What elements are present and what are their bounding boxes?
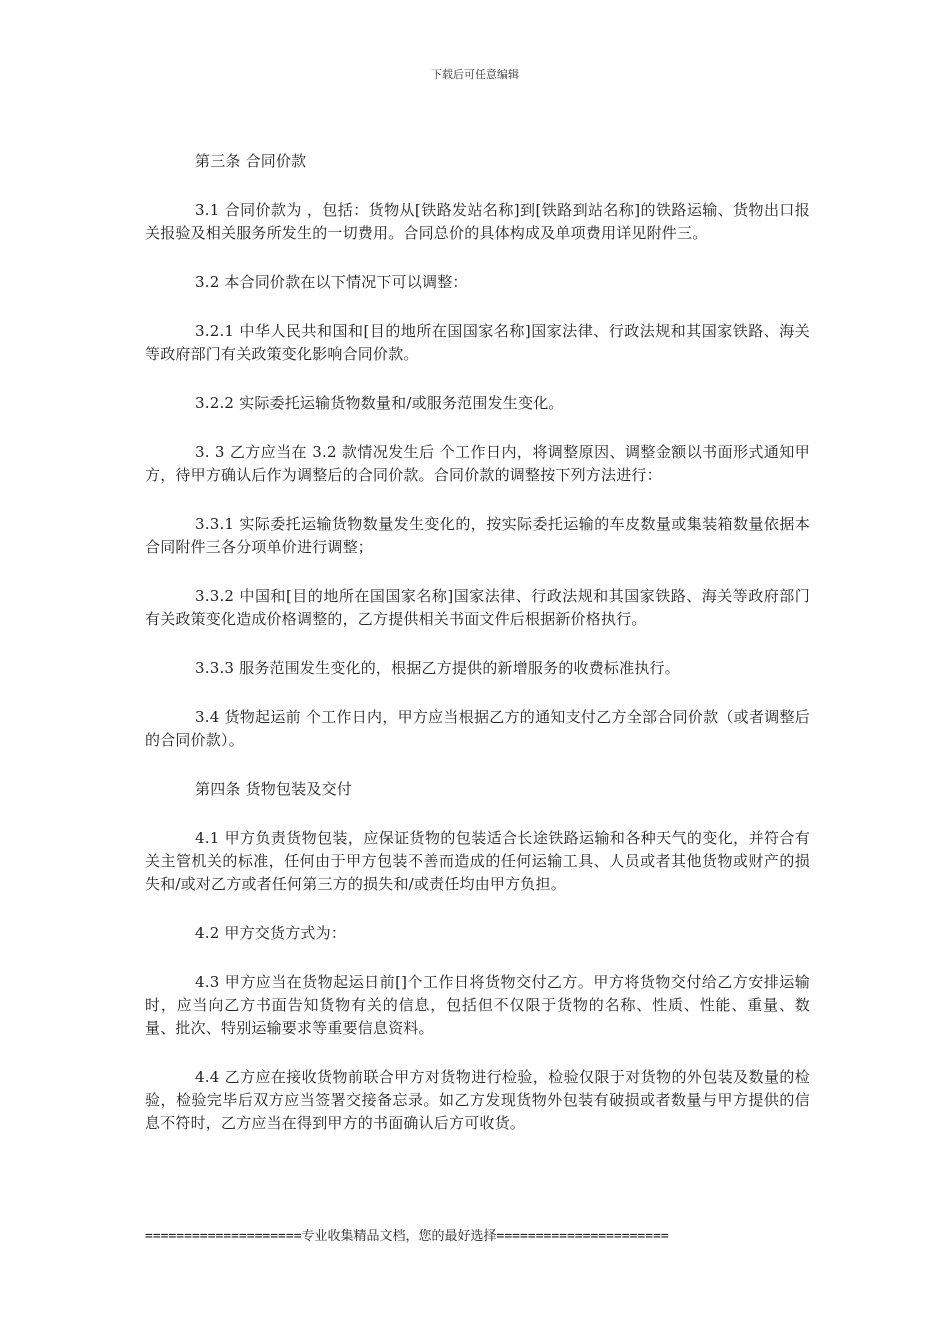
clause-4-3: 4.3 甲方应当在货物起运日前[]个工作日将货物交付乙方。甲方将货物交付给乙方安排运输时，应当向乙方书面告知货物有关的信息，包括但不仅限于货物的名称、性质、性能、重量、数量、批次、特别运输要求等重要信息资料。: [145, 973, 810, 1037]
clause-3-3: 3. 3 乙方应当在 3.2 款情况发生后 个工作日内，将调整原因、调整金额以书面形式通知甲方，待甲方确认后作为调整后的合同价款。合同价款的调整按下列方法进行：: [145, 443, 810, 484]
clause-4-2: 4.2 甲方交货方式为：: [195, 924, 347, 942]
clause-3-3-2: 3.3.2 中国和[目的地所在国国家名称]国家法律、行政法规和其国家铁路、海关等政府部门有关政策变化造成价格调整的，乙方提供相关书面文件后根据新价格执行。: [145, 587, 810, 628]
page-header: 下载后可任意编辑: [431, 68, 519, 81]
article-3-heading: 第三条 合同价款: [195, 152, 307, 170]
clause-4-1: 4.1 甲方负责货物包装，应保证货物的包装适合长途铁路运输和各种天气的变化，并符合有关主管机关的标准，任何由于甲方包装不善而造成的任何运输工具、人员或者其他货物或财产的损失和/或对乙方或者任何第三方的损失和/或责任均由甲方负担。: [145, 829, 810, 893]
clause-3-3-1: 3.3.1 实际委托运输货物数量发生变化的，按实际委托运输的车皮数量或集装箱数量依据本合同附件三各分项单价进行调整；: [145, 515, 810, 556]
clause-3-4: 3.4 货物起运前 个工作日内，甲方应当根据乙方的通知支付乙方全部合同价款（或者调整后的合同价款）。: [145, 708, 810, 749]
clause-3-1: 3.1 合同价款为 ，包括：货物从[铁路发站名称]到[铁路到站名称]的铁路运输、货物出口报关报验及相关服务所发生的一切费用。合同总价的具体构成及单项费用详见附件三。: [145, 201, 810, 242]
article-4-heading: 第四条 货物包装及交付: [195, 780, 352, 798]
clause-4-4: 4.4 乙方应在接收货物前联合甲方对货物进行检验，检验仅限于对货物的外包装及数量的检验，检验完毕后双方应当签署交接备忘录。如乙方发现货物外包装有破损或者数量与甲方提供的信息不符时，乙方应当在得到甲方的书面确认后方可收货。: [145, 1068, 810, 1132]
clause-3-3-3: 3.3.3 服务范围发生变化的，根据乙方提供的新增服务的收费标准执行。: [195, 659, 680, 677]
clause-3-2: 3.2 本合同价款在以下情况下可以调整：: [195, 273, 468, 291]
clause-3-2-1: 3.2.1 中华人民共和国和[目的地所在国国家名称]国家法律、行政法规和其国家铁路、海关等政府部门有关政策变化影响合同价款。: [145, 322, 810, 363]
page-footer: ====================专业收集精品文档，您的最好选择======================: [145, 1229, 669, 1244]
clause-3-2-2: 3.2.2 实际委托运输货物数量和/或服务范围发生变化。: [195, 394, 564, 412]
document-body: [145, 150, 810, 1161]
